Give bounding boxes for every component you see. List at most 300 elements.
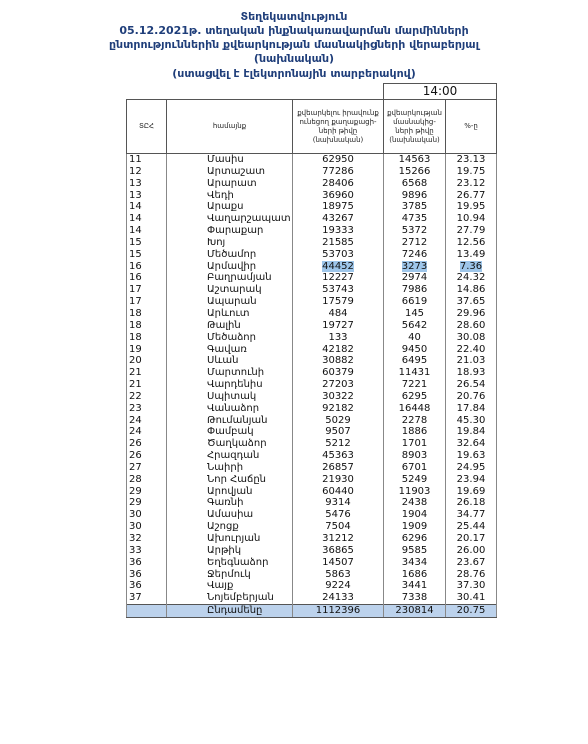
voters-count: 21930 [322,473,354,485]
region-number: 36 [127,580,167,592]
participants-count: 1701 [401,438,428,450]
region-number: 19 [127,344,167,356]
community-name: Ախուրյան [167,533,293,545]
participants-count: 6295 [401,390,428,402]
voters-count: 9507 [325,426,351,438]
turnout-percent-cell [446,592,497,604]
participants-count-cell [384,213,446,225]
turnout-percent: 29.96 [456,307,486,319]
participants-count: 9450 [401,343,428,355]
participants-count: 11431 [398,367,431,379]
participants-count-cell [384,569,446,581]
voters-count-cell [293,296,384,308]
participants-count: 3434 [401,556,428,568]
community-name: Հրազդան [167,450,293,462]
voters-count-cell [293,272,384,284]
voters-count-cell [293,166,384,178]
participants-count: 1909 [401,521,428,533]
participants-count-cell [384,166,446,178]
voters-count: 28406 [322,177,354,189]
participants-count: 5642 [401,319,428,331]
turnout-percent: 17.84 [456,402,486,414]
region-number: 26 [127,438,167,450]
region-number: 20 [127,355,167,367]
participants-count: 7986 [401,284,428,296]
turnout-percent-cell [446,166,497,178]
participants-count-cell [384,403,446,415]
voters-count: 43267 [322,213,354,225]
table-row [127,249,497,261]
region-number: 14 [127,225,167,237]
participants-count-cell [384,320,446,332]
turnout-percent-cell [446,154,497,166]
voters-count-cell [293,190,384,202]
turnout-percent-cell [446,509,497,521]
participants-count: 11903 [398,485,431,497]
table-row [127,237,497,249]
table-row [127,308,497,320]
turnout-percent-cell [446,344,497,356]
participants-count-cell [384,474,446,486]
turnout-percent-cell [446,190,497,202]
community-name: Արովյան [167,486,293,498]
turnout-percent-cell [446,213,497,225]
turnout-percent: 30.08 [456,331,486,343]
voters-count-cell [293,344,384,356]
participants-count: 2438 [401,497,428,509]
participants-count-cell [384,379,446,391]
participants-count: 2712 [401,236,428,248]
community-name: Փամբակ [167,426,293,438]
turnout-percent-cell [446,261,497,273]
region-number: 21 [127,379,167,391]
turnout-percent: 24.32 [456,272,486,284]
voters-count-cell [293,237,384,249]
voters-count-cell [293,509,384,521]
participants-count: 2974 [401,272,428,284]
turnout-percent-cell [446,178,497,190]
voters-count: 26857 [322,461,354,473]
participants-count-cell [384,296,446,308]
turnout-percent: 37.65 [456,296,486,308]
region-number: 24 [127,415,167,427]
turnout-percent-cell [446,308,497,320]
region-number: 36 [127,569,167,581]
turnout-percent-cell [446,332,497,344]
community-name: Արտաշատ [167,166,293,178]
voters-count: 484 [328,307,348,319]
table-row [127,178,497,190]
turnout-percent-cell [446,237,497,249]
participants-count-cell [384,237,446,249]
participants-count-cell [384,521,446,533]
voters-count-cell [293,497,384,509]
table-row [127,296,497,308]
participants-count: 9585 [401,544,428,556]
voters-count-cell [293,367,384,379]
voters-count-cell [293,379,384,391]
table-row [127,367,497,379]
region-number: 22 [127,391,167,403]
table-row [127,320,497,332]
voters-count: 42182 [322,343,354,355]
column-header-region: ՏԸՀ [127,100,167,154]
turnout-percent: 25.44 [456,521,486,533]
turnout-percent-cell [446,320,497,332]
voters-count: 36960 [322,189,354,201]
turnout-table [126,99,497,618]
voters-count-cell [293,225,384,237]
region-number: 11 [127,154,167,166]
participants-count-cell [384,557,446,569]
participants-count: 9896 [401,189,428,201]
community-name: Աշտարակ [167,284,293,296]
region-number: 21 [127,367,167,379]
community-name: Վայք [167,580,293,592]
participants-count: 3441 [401,580,428,592]
turnout-percent-cell [446,201,497,213]
turnout-percent-cell [446,580,497,592]
community-name: Մարտունի [167,367,293,379]
community-name: Արևուտ [167,308,293,320]
voters-count: 18975 [322,201,354,213]
community-name: Ապարան [167,296,293,308]
voters-count: 53743 [322,284,354,296]
voters-count-cell [293,557,384,569]
turnout-percent: 10.94 [456,213,486,225]
title-line-3: ընտրություններին քվեարկության մասնակիցների վերաբերյալ [108,38,480,51]
table-row [127,509,497,521]
participants-count: 2278 [401,414,428,426]
column-header-participants: քվեարկության մասնակից-ների թիվը (նախնական) [384,100,446,154]
participants-count-cell [384,509,446,521]
voters-count: 14507 [322,556,354,568]
region-number: 24 [127,426,167,438]
total-label: Ընդամենը [167,605,293,618]
participants-count: 40 [408,331,421,343]
region-number: 27 [127,462,167,474]
turnout-percent: 20.17 [456,533,486,544]
region-number: 37 [127,592,167,604]
voters-count-cell [293,474,384,486]
voters-count: 5476 [325,509,351,521]
region-number: 17 [127,296,167,308]
voters-count: 12227 [322,272,354,284]
participants-count: 16448 [398,402,431,414]
voters-count-cell [293,592,384,604]
participants-count-cell [384,201,446,213]
community-name: Թումանյան [167,415,293,427]
voters-count-cell [293,438,384,450]
turnout-percent: 37.30 [456,580,486,592]
column-header-percent: %-ը [446,100,497,154]
turnout-percent-cell [446,379,497,391]
voters-count-cell [293,521,384,533]
table-header-row [127,100,497,154]
participants-count-cell [384,284,446,296]
total-region-cell [127,605,167,618]
turnout-percent-cell [446,284,497,296]
voters-count: 30882 [322,355,354,367]
turnout-percent: 22.40 [456,343,486,355]
region-number: 36 [127,557,167,569]
participants-count: 6619 [401,296,428,308]
participants-count: 7246 [401,248,428,260]
total-participants: 230814 [384,605,446,618]
region-number: 28 [127,474,167,486]
table-row [127,344,497,356]
community-name: Նոր Հաճըն [167,474,293,486]
community-name: Եղեգնաձոր [167,557,293,569]
voters-count: 9224 [325,580,351,592]
region-number: 16 [127,261,167,273]
participants-count-cell [384,497,446,509]
turnout-percent: 23.13 [456,154,486,165]
turnout-percent-cell [446,367,497,379]
voters-count: 27203 [322,379,354,391]
participants-count: 6568 [401,177,428,189]
voters-count-cell [293,462,384,474]
participants-count-cell [384,592,446,604]
community-name: Վանաձոր [167,403,293,415]
voters-count-cell [293,391,384,403]
turnout-percent: 45.30 [456,414,486,426]
region-number: 23 [127,403,167,415]
voters-count-cell [293,261,384,273]
voters-count-cell [293,284,384,296]
participants-count: 7338 [401,592,428,604]
table-row [127,557,497,569]
voters-count: 31212 [322,533,354,544]
table-row [127,486,497,498]
community-name: Թալին [167,320,293,332]
title-line-2: 05.12.2021թ. տեղական ինքնակառավարման մարմինների [119,24,469,37]
voters-count-cell [293,201,384,213]
total-row [127,605,497,618]
turnout-percent: 27.79 [456,225,486,237]
title-line-1: Տեղեկատվություն [240,10,348,23]
participants-count: 5249 [401,473,428,485]
column-header-community: համայնք [167,100,293,154]
turnout-percent-cell [446,272,497,284]
community-name: Արաքս [167,201,293,213]
time-label: 14:00 [383,83,497,99]
community-name: Մեծամոր [167,249,293,261]
community-name: Նոյեմբերյան [167,592,293,604]
participants-count-cell [384,545,446,557]
participants-count: 15266 [398,165,431,177]
turnout-percent: 20.76 [456,390,486,402]
region-number: 30 [127,521,167,533]
turnout-percent: 26.54 [456,379,486,391]
participants-count-cell [384,355,446,367]
turnout-percent-cell [446,497,497,509]
turnout-percent-cell [446,569,497,581]
voters-count: 24133 [322,592,354,604]
turnout-percent-cell [446,249,497,261]
participants-count: 4735 [401,213,428,225]
table-row [127,225,497,237]
region-number: 33 [127,545,167,557]
participants-count-cell [384,367,446,379]
table-row [127,426,497,438]
turnout-percent-cell [446,474,497,486]
turnout-percent-cell [446,391,497,403]
turnout-percent: 19.95 [456,201,486,213]
voters-count-cell [293,213,384,225]
participants-count: 5372 [401,225,428,237]
participants-count: 7221 [401,379,428,391]
voters-count-cell [293,580,384,592]
voters-count-cell [293,486,384,498]
table-row [127,462,497,474]
total-voters: 1112396 [293,605,384,618]
region-number: 14 [127,213,167,225]
voters-count-cell [293,355,384,367]
voters-count-cell [293,403,384,415]
turnout-percent: 14.86 [456,284,486,296]
turnout-percent-cell [446,486,497,498]
turnout-percent-cell [446,403,497,415]
participants-count-cell [384,415,446,427]
participants-count: 14563 [398,154,431,165]
voters-count: 5029 [325,414,351,426]
turnout-percent: 12.56 [456,236,486,248]
region-number: 17 [127,284,167,296]
community-name: Գավառ [167,344,293,356]
turnout-percent: 18.93 [456,367,486,379]
participants-count-cell [384,308,446,320]
voters-count: 60440 [322,485,354,497]
voters-count: 92182 [322,402,354,414]
turnout-percent: 30.41 [456,592,486,604]
participants-count-cell [384,344,446,356]
region-number: 12 [127,166,167,178]
participants-count-cell [384,426,446,438]
participants-count: 6701 [401,461,428,473]
turnout-percent-cell [446,426,497,438]
voters-count: 60379 [322,367,354,379]
voters-count-cell [293,332,384,344]
voters-count: 21585 [322,236,354,248]
turnout-percent-cell [446,533,497,545]
region-number: 15 [127,237,167,249]
participants-count: 6296 [401,533,428,544]
turnout-percent: 32.64 [456,438,486,450]
participants-count: 3785 [401,201,428,213]
voters-count-cell [293,450,384,462]
region-number: 18 [127,320,167,332]
community-name: Մասիս [167,154,293,166]
region-number: 29 [127,497,167,509]
participants-count: 1904 [401,509,428,521]
table-row [127,190,497,202]
region-number: 13 [127,190,167,202]
table-row [127,332,497,344]
participants-count-cell [384,486,446,498]
turnout-percent: 28.60 [456,319,486,331]
voters-count: 77286 [322,165,354,177]
turnout-percent-cell [446,415,497,427]
participants-count-cell [384,178,446,190]
voters-count-cell [293,545,384,557]
region-number: 26 [127,450,167,462]
table-row [127,580,497,592]
table-row [127,415,497,427]
table-row [127,355,497,367]
voters-count: 5863 [325,568,351,580]
turnout-percent: 7.36 [459,260,483,272]
voters-count: 36865 [322,544,354,556]
table-row [127,213,497,225]
community-name: Աշոցք [167,521,293,533]
participants-count-cell [384,533,446,545]
turnout-percent: 28.76 [456,568,486,580]
community-name: Արարատ [167,178,293,190]
community-name: Նաիրի [167,462,293,474]
region-number: 29 [127,486,167,498]
table-row [127,391,497,403]
table-row [127,533,497,545]
column-header-voters: քվեարկելու իրավունք ունեցող քաղաքացի-ների թիվը (նախնական) [293,100,384,154]
participants-count: 145 [404,307,425,319]
community-name: Վարդենիս [167,379,293,391]
table-row [127,379,497,391]
participants-count: 6495 [401,355,428,367]
table-row [127,438,497,450]
table-row [127,284,497,296]
participants-count-cell [384,438,446,450]
table-row [127,474,497,486]
community-name: Մեծաձոր [167,332,293,344]
turnout-percent-cell [446,438,497,450]
voters-count: 17579 [322,296,354,308]
voters-count-cell [293,308,384,320]
turnout-percent: 19.84 [456,426,486,438]
turnout-percent: 13.49 [456,248,486,260]
table-row [127,497,497,509]
turnout-percent: 24.95 [456,461,486,473]
voters-count: 9314 [325,497,351,509]
turnout-percent: 26.00 [456,544,486,556]
participants-count: 8903 [401,450,428,462]
table-row [127,592,497,604]
community-name: Արթիկ [167,545,293,557]
turnout-percent: 23.94 [456,473,486,485]
voters-count-cell [293,569,384,581]
turnout-percent: 26.18 [456,497,486,509]
participants-count: 1886 [401,426,428,438]
region-number: 18 [127,308,167,320]
table-row [127,521,497,533]
voters-count: 45363 [322,450,354,462]
table-row [127,450,497,462]
turnout-percent: 26.77 [456,189,486,201]
table-row [127,166,497,178]
title-line-5: (ստացվել է էլեկտրոնային տարբերակով) [172,67,416,80]
participants-count: 3273 [401,260,428,272]
turnout-percent-cell [446,462,497,474]
table-row [127,403,497,415]
participants-count-cell [384,249,446,261]
title-line-4: (նախնական) [253,52,335,65]
turnout-percent: 23.12 [456,177,486,189]
voters-count-cell [293,249,384,261]
community-name: Ամասիա [167,509,293,521]
region-number: 13 [127,178,167,190]
voters-count: 19727 [322,319,354,331]
voters-count-cell [293,320,384,332]
